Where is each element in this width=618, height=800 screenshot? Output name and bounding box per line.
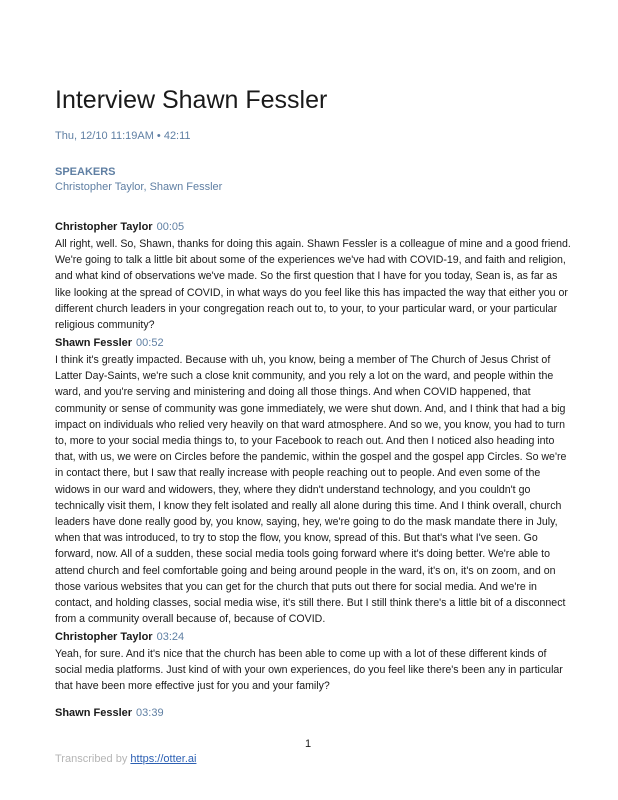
speakers-list: Christopher Taylor, Shawn Fessler bbox=[55, 181, 223, 193]
utterance-text: I think it's greatly impacted. Because with uh, you know, being a member of The Church of Jesus Christ of Latter Day-Saints, we're such a close knit community, and you rely a lot on the ward, and people within the ward, and you're serving and ministering and doing all those things. And when COVID happened, that community or sense of community was gone immediately, we were shut down. And, and I think that had a big impact on individuals who relied very heavily on that ward atmosphere. And so we, you know, you had to turn to, more to your social media things to, to your Facebook to reach out. And then I noticed also heading into that, with us, we were on Circles before the pandemic, within the gospel and the gospel app Circles. So we're in contact there, but I saw that really increase with people reaching out to people. And even some of the widows in our ward and widowers, they, where they didn't understand technology, and you couldn't go technically visit them, I know they felt isolated and really all alone during this time. And I think overall, church leaders have done really good by, you know, saying, hey, we're going to do the mask mandate there in July, when that was introduced, to try to stop the flow, you know, spread of this. But that's what I've seen. Go forward, now. All of a sudden, these social media tools going forward where it's doing better. We're able to attend church and feel comfortable going and being around people in the ward, it's on, it's on zoom, and on those various websites that you can get for the church that puts out there for social media. And we're in contact, and holding classes, social media wise, it's still there. But I still think there's a little bit of a disconnect from a community overall because of, because of COVID. bbox=[55, 354, 567, 626]
timestamp: 03:24 bbox=[156, 631, 185, 643]
footer-credit bbox=[55, 753, 196, 765]
speakers-heading: SPEAKERS bbox=[55, 166, 116, 178]
speaker-name: Christopher Taylor bbox=[55, 221, 153, 233]
page-title: Interview Shawn Fessler bbox=[55, 86, 328, 114]
transcript-entry bbox=[55, 220, 575, 333]
transcript-entry bbox=[55, 706, 575, 722]
transcript-entry bbox=[55, 336, 575, 627]
timestamp: 03:39 bbox=[136, 707, 164, 719]
otter-link[interactable]: https://otter.ai bbox=[130, 753, 197, 765]
speaker-name: Shawn Fessler bbox=[55, 337, 133, 349]
page-number: 1 bbox=[305, 738, 312, 750]
timestamp: 00:05 bbox=[156, 221, 185, 233]
footer-prefix: Transcribed by bbox=[55, 753, 131, 765]
recording-meta: Thu, 12/10 11:19AM • 42:11 bbox=[55, 130, 191, 142]
transcript-entry bbox=[55, 630, 575, 695]
speaker-name: Shawn Fessler bbox=[55, 707, 133, 719]
utterance-text: All right, well. So, Shawn, thanks for doing this again. Shawn Fessler is a colleague of mine and a good friend. We're going to talk a little bit about some of the experiences we've had with COVID-19, and faith and religion, and what kind of observations we've made. So the first question that I have for you today, Sean is, as far as like looking at the spread of COVID, in what ways do you feel like this has impacted the way that either you or different church leaders in your congregation reach out to, to your, to your particular ward, or your particular religious community? bbox=[55, 238, 571, 332]
timestamp: 00:52 bbox=[136, 337, 164, 349]
utterance-text: Yeah, for sure. And it's nice that the church has been able to come up with a lot of these different kinds of social media platforms. Just kind of with your own experiences, do you feel like there's been any in particular that have been more effective just for you and your family? bbox=[55, 648, 563, 693]
speaker-name: Christopher Taylor bbox=[55, 631, 153, 643]
